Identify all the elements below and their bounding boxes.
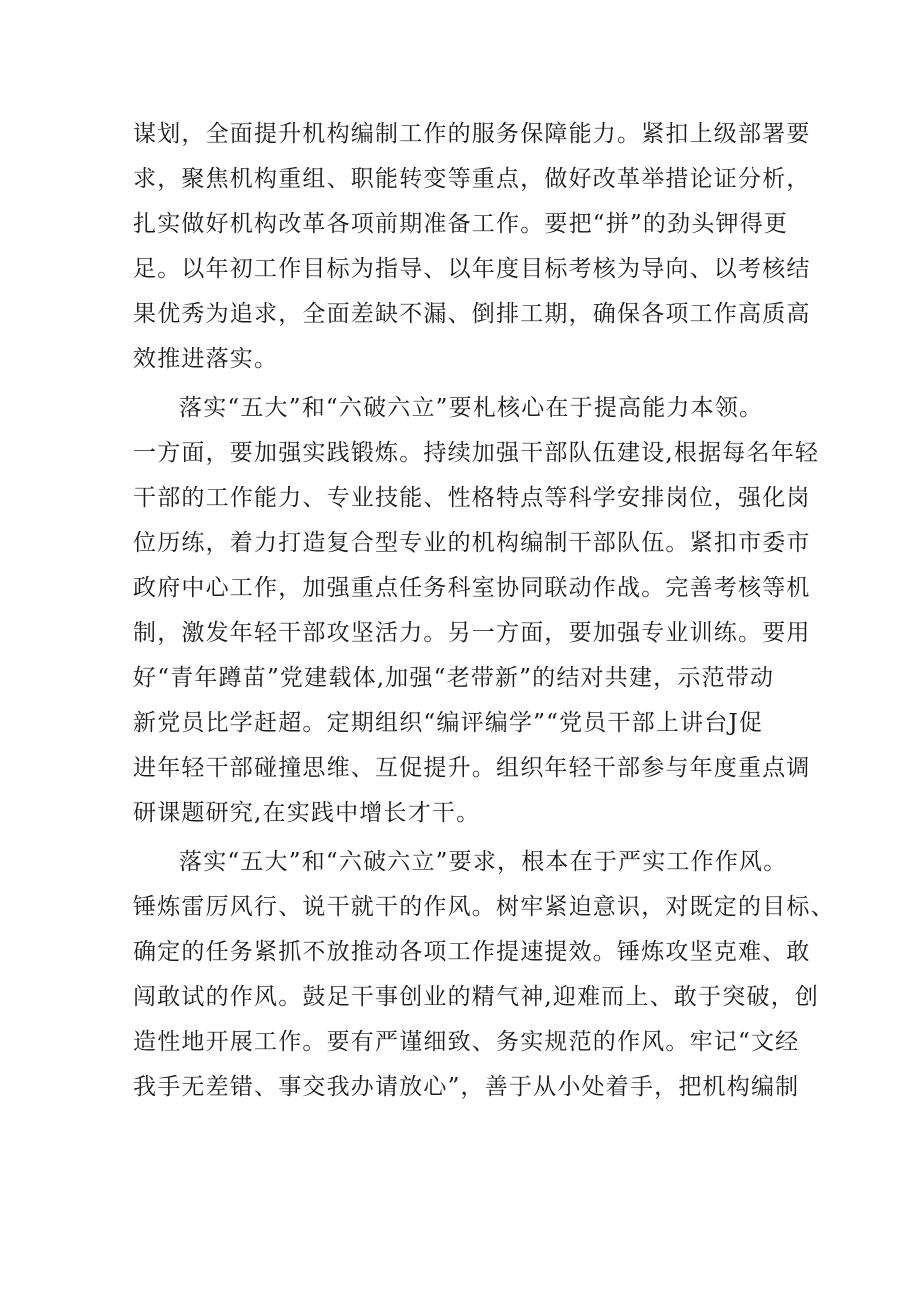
paragraph-1-line-6: 效推进落实。 xyxy=(133,346,279,372)
paragraph-1-line-3: 扎实做好机构改革各项前期准备工作。要把“拼”的劲头钾得更 xyxy=(133,211,789,237)
paragraph-2-line-6: 制，激发年轻干部攻坚活力。另一方面，要加强专业训练。要用 xyxy=(133,620,811,646)
paragraph-1-line-2: 求，聚焦机构重组、职能转变等重点，做好改革举措论证分析， xyxy=(133,166,811,192)
paragraph-2-line-8: 新党员比学赶超。定期组织“编评编学”“党员干部上讲台J促 xyxy=(133,710,764,736)
paragraph-3-line-5: 造性地开展工作。要有严谨细致、务实规范的作风。牢记“文经 xyxy=(133,1029,800,1055)
paragraph-3-line-4: 闯敢试的作风。鼓足干事创业的精气神,迎难而上、敢于突破，创 xyxy=(133,984,820,1010)
paragraph-1-line-5: 果优秀为追求，全面差缺不漏、倒排工期，确保各项工作高质高 xyxy=(133,301,811,327)
paragraph-2-line-10: 研课题研究,在实践中增长才干。 xyxy=(133,800,481,826)
paragraph-2-line-3: 干部的工作能力、专业技能、性格特点等科学安排岗位，强化岗 xyxy=(133,485,811,511)
paragraph-2-line-5: 政府中心工作，加强重点任务科室协同联动作战。完善考核等机 xyxy=(133,575,811,601)
paragraph-2-line-2: 一方面，要加强实践锻炼。持续加强干部队伍建设,根据每名年轻 xyxy=(133,440,820,466)
document-body xyxy=(133,112,835,1110)
paragraph-1-line-1: 谋划，全面提升机构编制工作的服务保障能力。紧扣上级部署要 xyxy=(133,121,811,147)
paragraph-2-line-1: 落实“五大”和“六破六立”要札核心在于提高能力本领。 xyxy=(179,395,764,421)
paragraph-2-line-9: 进年轻干部碰撞思维、互促提升。组织年轻干部参与年度重点调 xyxy=(133,755,811,781)
paragraph-3-line-3: 确定的任务紧抓不放推动各项工作提速提效。锤炼攻坚克难、敢 xyxy=(133,939,811,965)
paragraph-3-line-1: 落实“五大”和“六破六立”要求，根本在于严实工作作风。 xyxy=(179,849,788,875)
paragraph-3-line-2: 锤炼雷厉风行、说干就干的作风。树牢紧迫意识，对既定的目标、 xyxy=(133,894,835,920)
paragraph-2-line-7: 好“青年蹲苗”党建载体,加强“老带新”的结对共建，示范带动 xyxy=(133,665,775,691)
paragraph-2-line-4: 位历练，着力打造复合型专业的机构编制干部队伍。紧扣市委市 xyxy=(133,530,811,556)
paragraph-1-line-4: 足。以年初工作目标为指导、以年度目标考核为导向、以考核结 xyxy=(133,256,811,282)
paragraph-3-line-6: 我手无差错、事交我办请放心”，善于从小处着手，把机构编制 xyxy=(133,1074,800,1100)
